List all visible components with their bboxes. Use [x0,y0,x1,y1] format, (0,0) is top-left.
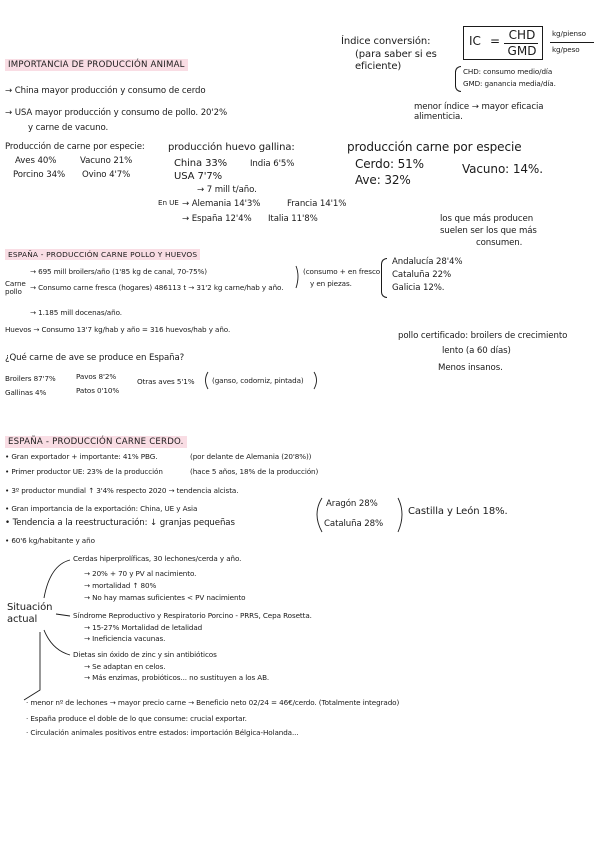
especie-ovino: Ovino 4'7% [82,170,131,180]
huevo-italia: Italia 11'8% [268,214,318,224]
note-consumen: consumen. [476,238,523,248]
cerdo-aragon: Aragón 28% [326,499,378,509]
note-producen: los que más producen [440,214,534,224]
ic-numerator: CHD [508,28,536,42]
especie-porcino: Porcino 34% [13,170,66,180]
pollo-note-2: y en piezas. [310,279,352,288]
pollo-galicia: Galicia 12%. [392,283,445,293]
pollo-note-1: (consumo + en fresco [303,267,381,276]
ic-menor: menor índice → mayor eficacia alimenticia. [414,102,544,122]
importancia-line-1: → China mayor producción y consumo de cerdo [5,86,206,96]
ave-otras: Otras aves 5'1% [137,377,195,386]
ic-def-gmd: GMD: ganancia media/día. [463,79,556,88]
especie-vacuno: Vacuno 21% [80,156,133,166]
pollo-line-2: → Consumo carne fresca (hogares) 486113 t → 31'2 kg carne/hab y año. [30,283,284,292]
cerdo-line-4: • Gran importancia de la exportación: China, UE y Asia [5,504,198,513]
ic-unit-top: kg/pienso [552,29,586,38]
especie-aves: Aves 40% [15,156,57,166]
ave-otras-detalle: (ganso, codorniz, pintada) [212,376,304,385]
huevo-india: India 6'5% [250,159,295,169]
carne-especie-title: producción carne por especie [347,140,522,154]
huevo-alemania: → Alemania 14'3% [182,199,261,209]
importancia-title: IMPORTANCIA DE PRODUCCIÓN ANIMAL [5,59,188,71]
carne-ave: Ave: 32% [355,173,411,187]
situacion-1a: → 20% + 70 y PV al nacimiento. [84,569,197,578]
huevo-ue: En UE [158,198,179,207]
situacion-1b: → mortalidad ↑ 80% [84,581,157,590]
situacion-2b: → Ineficiencia vacunas. [84,634,166,643]
pollo-cataluna: Cataluña 22% [392,270,452,280]
pollo-label: Carne pollo [5,279,26,297]
cerdo-bullet-1: · menor nº de lechones → mayor precio carne → Beneficio neto 02/24 = 46€/cerdo. (Totalmente integrado) [26,698,400,707]
cerdo-line-1b: (por delante de Alemania (20'8%)) [190,452,312,461]
ave-patos: Patos 0'10% [76,386,120,395]
ave-pavos: Pavos 8'2% [76,372,117,381]
ic-equals: = [490,34,500,48]
huevos-consumo: Huevos → Consumo 13'7 kg/hab y año = 316 huevos/hab y año. [5,325,231,334]
ave-broilers: Broilers 87'7% [5,374,56,383]
ic-title: Índice conversión: [341,36,431,47]
situacion-2: Síndrome Reproductivo y Respiratorio Porcino - PRRS, Cepa Rosetta. [73,611,312,620]
situacion-1: Cerdas hiperprolíficas, 30 lechones/cerda y año. [73,554,242,563]
cerdo-line-2: • Primer productor UE: 23% de la producción [5,467,163,476]
situacion-1c: → No hay mamas suficientes < PV nacimiento [84,593,246,602]
importancia-line-2: → USA mayor producción y consumo de pollo. 20'2% [5,108,228,118]
huevo-espana: → España 12'4% [182,214,252,224]
especie-title: Producción de carne por especie: [5,142,145,152]
cerdo-bullet-2: · España produce el doble de lo que consume: crucial exportar. [26,714,247,723]
ic-def-chd: CHD: consumo medio/día [463,67,553,76]
cerdo-line-2b: (hace 5 años, 18% de la producción) [190,467,319,476]
cerdo-line-6: • 60'6 kg/habitante y año [5,536,95,545]
ave-pregunta: ¿Qué carne de ave se produce en España? [5,353,185,363]
carne-vacuno: Vacuno: 14%. [462,162,543,176]
situacion-3a: → Se adaptan en celos. [84,662,166,671]
pollo-menos: Menos insanos. [438,363,503,373]
note-suelen: suelen ser los que más [440,226,537,236]
situacion-label: Situación actual [7,602,53,625]
importancia-line-3: y carne de vacuno. [28,123,109,133]
pollo-lento: lento (a 60 días) [442,346,511,356]
cerdo-bullet-3: · Circulación animales positivos entre estados: importación Bélgica-Holanda... [26,728,299,737]
cerdo-line-3: • 3º productor mundial ↑ 3'4% respecto 2020 → tendencia alcista. [5,486,239,495]
carne-cerdo: Cerdo: 51% [355,157,424,171]
huevo-china: China 33% [174,158,228,169]
pollo-certificado: pollo certificado: broilers de crecimiento [398,331,568,341]
ic-unit-bottom: kg/peso [552,45,580,54]
ave-gallinas: Gallinas 4% [5,388,47,397]
huevo-mill: → 7 mill t/año. [197,185,257,195]
situacion-3: Dietas sin óxido de zinc y sin antibióticos [73,650,217,659]
cerdo-castilla: Castilla y León 18%. [408,506,508,517]
cerdo-line-1: • Gran exportador + importante: 41% PBG. [5,452,158,461]
cerdo-line-5: • Tendencia a la reestructuración: ↓ granjas pequeñas [5,518,235,528]
ic-subtitle: (para saber si es eficiente) [355,49,437,72]
situacion-2a: → 15-27% Mortalidad de letalidad [84,623,203,632]
ic-denominator: GMD [507,44,537,58]
cerdo-title: ESPAÑA - PRODUCCIÓN CARNE CERDO. [5,436,187,448]
ic-label: IC [469,34,481,48]
pollo-title: ESPAÑA - PRODUCCIÓN CARNE POLLO Y HUEVOS [5,249,200,260]
huevos-docenas: → 1.185 mill docenas/año. [30,308,122,317]
situacion-3b: → Más enzimas, probióticos... no sustituyen a los AB. [84,673,270,682]
huevo-title: producción huevo gallina: [168,142,295,153]
huevo-francia: Francia 14'1% [287,199,347,209]
cerdo-cataluna: Cataluña 28% [324,519,384,529]
pollo-line-1: → 695 mill broilers/año (1'85 kg de canal, 70-75%) [30,267,207,276]
pollo-andalucia: Andalucía 28'4% [392,257,463,267]
huevo-usa: USA 7'7% [174,171,223,182]
